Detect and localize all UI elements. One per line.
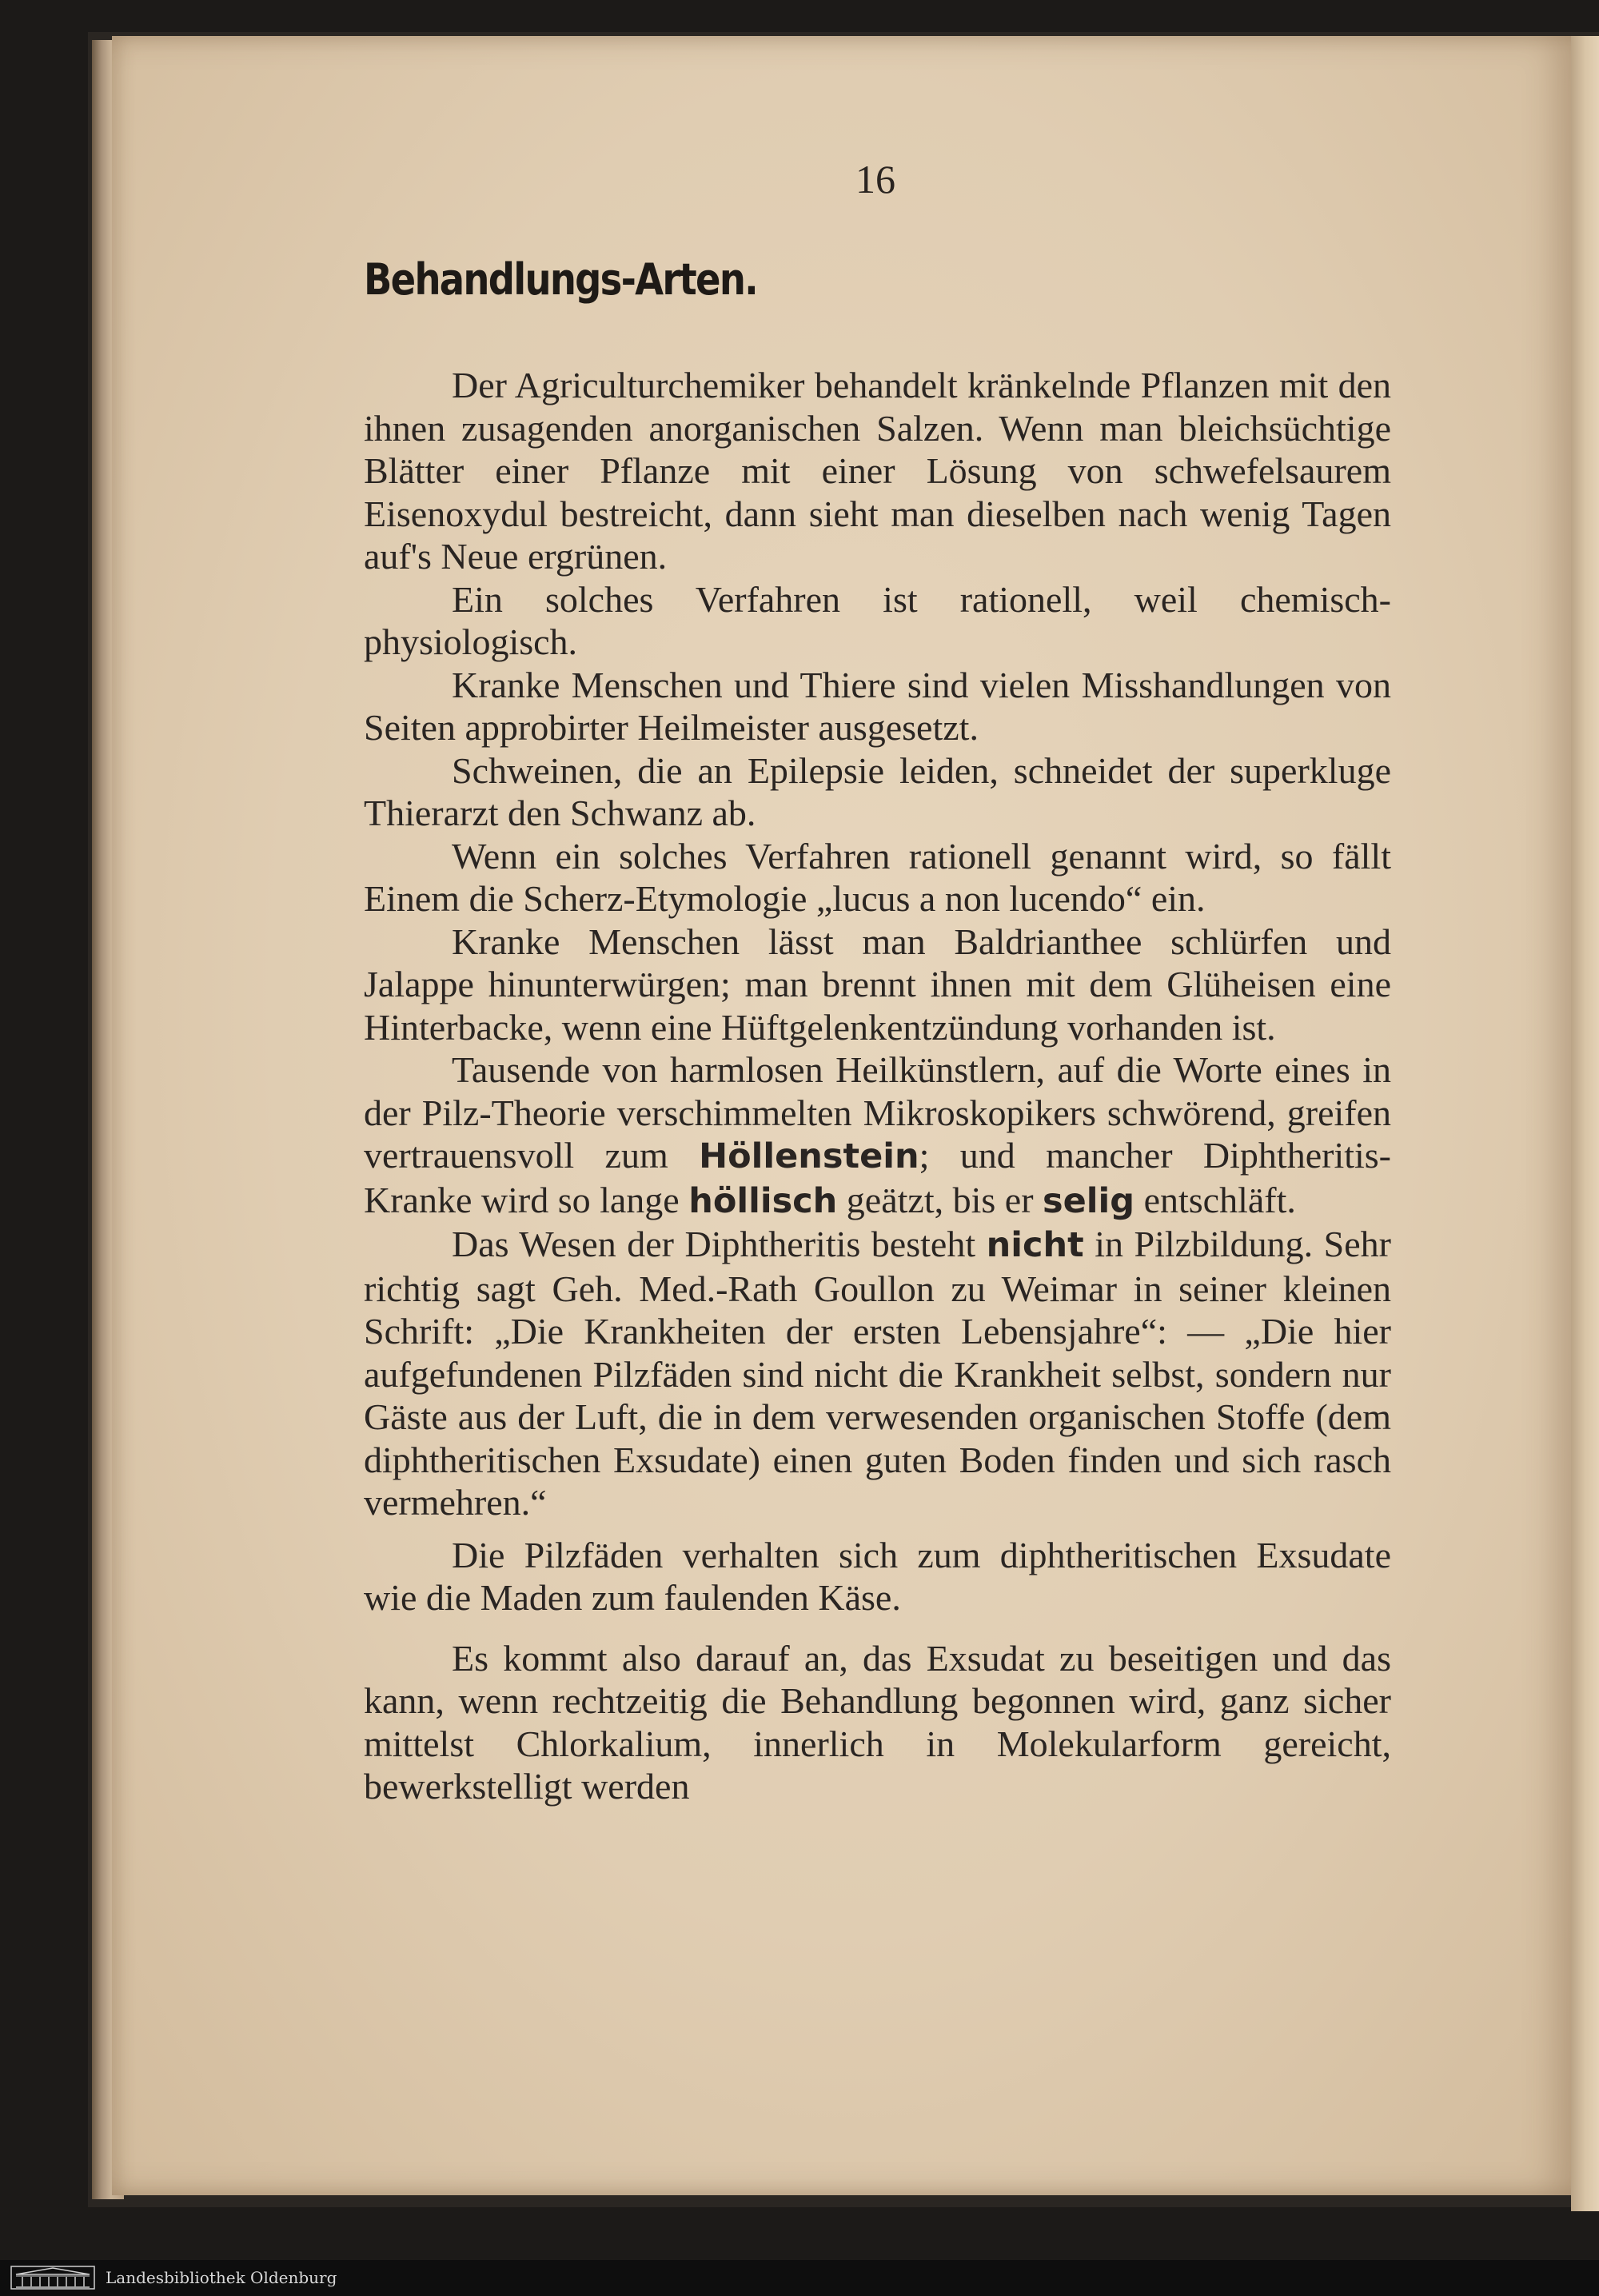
paragraph: Die Pilzfäden verhalten sich zum diphtheritischen Exsudate wie die Maden zum faulenden Käse. xyxy=(364,1534,1391,1618)
emphasis-nicht: nicht xyxy=(986,1225,1084,1265)
body-text xyxy=(364,364,1391,1808)
paragraph xyxy=(364,1223,1391,1524)
paragraph xyxy=(364,1048,1391,1223)
page-heading: Behandlungs-Arten. xyxy=(364,254,758,305)
emphasis-hoellenstein: Höllenstein xyxy=(699,1136,919,1176)
text-run: geätzt, bis er xyxy=(837,1179,1043,1220)
paragraph: Ein solches Verfahren ist rationell, weil chemisch-physiologisch. xyxy=(364,578,1391,662)
page-number: 16 xyxy=(855,157,895,202)
emphasis-hoellisch: höllisch xyxy=(688,1180,838,1221)
page-right-edge xyxy=(1571,36,1599,2211)
paragraph: Wenn ein solches Verfahren rationell genannt wird, so fällt Einem die Scherz-Etymologie „lucus a non lucendo“ ein. xyxy=(364,835,1391,919)
text-run: Das Wesen der Diphtheritis besteht xyxy=(452,1224,987,1264)
emphasis-selig: selig xyxy=(1043,1180,1135,1221)
library-building-icon xyxy=(10,2265,96,2290)
text-run: entschläft. xyxy=(1134,1179,1296,1220)
paragraph: Der Agriculturchemiker behandelt kränkelnde Pflanzen mit den ihnen zusagenden anorganischen Salzen. Wenn man bleichsüchtige Blätter einer Pflanze mit einer Lösung von schwefelsaurem Eisenoxydul bestreicht, dann sieht man dieselben nach wenig Tagen auf's Neue ergrünen. xyxy=(364,365,1391,577)
text-run: Tausende von harmlosen Heilkünstlern, auf die Worte eines in der Pilz-Theorie verschimmelten Mikroskopikers schwörend, greifen vertrauensvoll zum xyxy=(364,1049,1391,1176)
library-credit: Landesbibliothek Oldenburg xyxy=(106,2268,337,2287)
paragraph: Kranke Menschen lässt man Baldrianthee schlürfen und Jalappe hinunterwürgen; man brennt ihnen mit dem Glüheisen eine Hinterbacke, wenn eine Hüftgelenkentzündung vorhanden ist. xyxy=(364,920,1391,1048)
text-run: in Pilzbildung. Sehr richtig sagt Geh. Med.-Rath Goullon zu Weimar in seiner kleinen Schrift: „Die Krankheiten der ersten Lebensjahre“: — „Die hier aufgefundenen Pilzfäden sind nicht die Krankheit selbst, sondern nur Gäste aus der Luft, die in dem verwesenden organischen Stoffe (dem diphtheritischen Exsudate) einen guten Boden finden und sich rasch vermehren.“ xyxy=(364,1224,1391,1523)
paragraph: Es kommt also darauf an, das Exsudat zu beseitigen und das kann, wenn rechtzeitig die Behandlung begonnen wird, ganz sicher mittelst Chlorkalium, innerlich in Molekularform gereicht, bewerkstelligt werden xyxy=(364,1637,1391,1807)
paragraph: Schweinen, die an Epilepsie leiden, schneidet der superkluge Thierarzt den Schwanz ab. xyxy=(364,749,1391,833)
text-run: ; und mancher Diphtheritis-Kranke wird so lange xyxy=(364,1135,1391,1220)
paragraph: Kranke Menschen und Thiere sind vielen Misshandlungen von Seiten approbirter Heilmeister ausgesetzt. xyxy=(364,664,1391,748)
